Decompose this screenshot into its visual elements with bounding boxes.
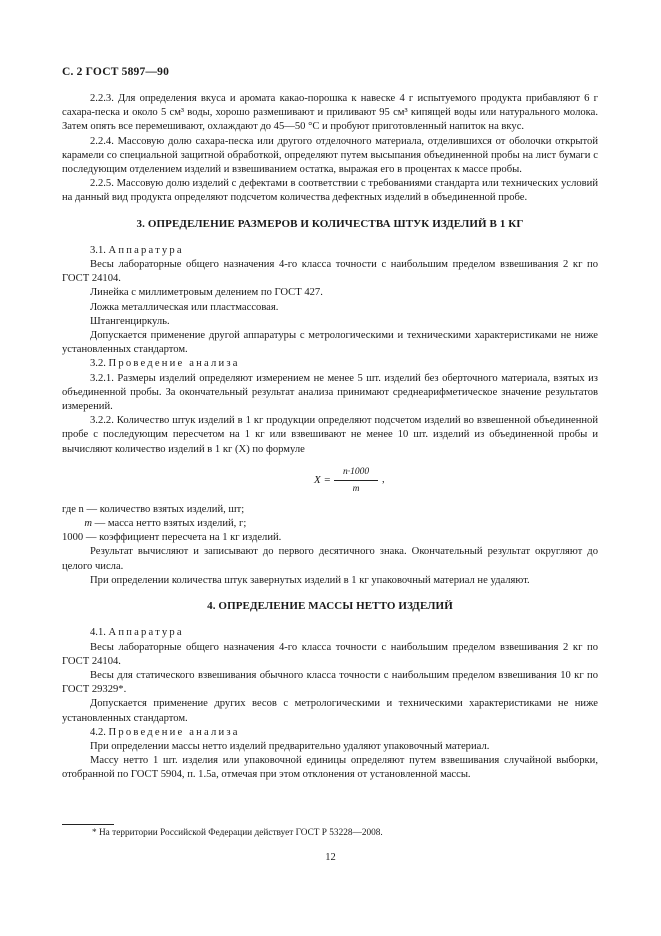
paragraph-3-2-1: 3.2.1. Размеры изделий определяют измерением не менее 5 шт. изделий без оберточного материала, взятых из объединенной пробы. За окончательный результат анализа принимают среднеарифметическое значение результатов измерений. [62, 372, 598, 413]
legend-text: — коэффициент пересчета на 1 кг изделий. [85, 532, 282, 544]
subsection-3-1-number: 3.1. [90, 244, 106, 256]
footnote: * На территории Российской Федерации действует ГОСТ Р 53228—2008. [92, 828, 383, 838]
subsection-4-2-word: Проведение анализа [108, 726, 240, 738]
paragraph-4-1-lab-scales: Весы лабораторные общего назначения 4-го класса точности с наибольшим пределом взвешивания 2 кг по ГОСТ 24104. [62, 641, 598, 667]
subsection-4-1-heading [62, 626, 598, 640]
legend-row [62, 517, 598, 531]
paragraph-2-2-5: 2.2.5. Массовую долю изделий с дефектами в соответствии с требованиями стандарта или технических условий на данный вид продукта определяют подсчетом количества дефектных изделий в объединенной пробе. [62, 178, 598, 204]
paragraph-3-1-caliper: Штангенциркуль. [90, 315, 170, 327]
paragraph-3-1-spoon: Ложка металлическая или пластмассовая. [90, 301, 279, 313]
subsection-3-2-word: Проведение анализа [108, 358, 240, 370]
legend-symbol: 1000 [62, 532, 84, 544]
paragraph-3-2-2: 3.2.2. Количество штук изделий в 1 кг продукции определяют подсчетом изделий во взвешенной объединенной пробе с последующим пересчетом на 1 кг или взвешивают не менее 10 шт. изделий из объединенной пробы и вычисляют количество изделий в 1 кг (X) по формуле [62, 415, 598, 455]
paragraph-4-2-remove: При определении массы нетто изделий предварительно удаляют упаковочный материал. [90, 740, 490, 752]
formula [62, 465, 598, 495]
paragraph-2-2-3: 2.2.3. Для определения вкуса и аромата какао-порошка к навеске 4 г испытуемого продукта прибавляют 6 г сахара-песка и около 5 см³ воды, хорошо размешивают и приливают 95 см³ кипящей воды или натурального молока. Затем опять все перемешивают, охлаждают до 45—50 °С и пробуют приготовленный напиток на вкус. [62, 93, 598, 133]
formula-lhs: X = [314, 473, 331, 486]
formula-fraction [334, 465, 378, 496]
legend-row [62, 531, 598, 545]
formula-comma: , [382, 473, 385, 485]
paragraph-4-2-weigh: Массу нетто 1 шт. изделия или упаковочной единицы определяют путем взвешивания случайной выборки, отобранной по ГОСТ 5904, п. 1.5а, отмечая при этом отклонения от установленной массы. [62, 755, 598, 781]
subsection-4-2-number: 4.2. [90, 726, 106, 738]
legend-text: — масса нетто взятых изделий, г; [94, 518, 247, 530]
legend-row [62, 503, 598, 517]
section-4-title: 4. ОПРЕДЕЛЕНИЕ МАССЫ НЕТТО ИЗДЕЛИЙ [207, 600, 453, 613]
page-content [62, 92, 598, 783]
paragraph-4-1-static-scales: Весы для статического взвешивания обычного класса точности с наибольшим пределом взвешивания 10 кг по ГОСТ 29329*. [62, 669, 598, 696]
subsection-3-2-number: 3.2. [90, 358, 106, 370]
page-header: С. 2 ГОСТ 5897—90 [62, 66, 170, 78]
subsection-3-1-heading [62, 244, 598, 258]
legend-text: — количество взятых изделий, шт; [86, 503, 245, 515]
subsection-4-2-heading [62, 726, 598, 740]
paragraph-3-1-allowed: Допускается применение другой аппаратуры с метрологическими и техническими характеристиками не ниже установленных стандартом. [62, 330, 598, 356]
formula-numerator: n·1000 [334, 465, 378, 481]
subsection-3-2-heading [62, 357, 598, 371]
footnote-rule [62, 824, 114, 825]
page-number: 12 [325, 852, 336, 863]
section-3-title: 3. ОПРЕДЕЛЕНИЕ РАЗМЕРОВ И КОЛИЧЕСТВА ШТУК ИЗДЕЛИЙ В 1 КГ [136, 217, 524, 230]
paragraph-3-wrapped: При определении количества штук завернутых изделий в 1 кг упаковочный материал не удаляют. [90, 574, 530, 586]
formula-legend [62, 503, 598, 546]
subsection-4-1-number: 4.1. [90, 627, 106, 639]
paragraph-3-1-ruler: Линейка с миллиметровым делением по ГОСТ 427. [90, 287, 323, 299]
legend-symbol: m [84, 518, 92, 530]
legend-symbol: где n [62, 503, 84, 515]
subsection-3-1-word: Аппаратура [108, 244, 184, 256]
paragraph-3-result: Результат вычисляют и записывают до первого десятичного знака. Окончательный результат округляют до целого числа. [62, 546, 598, 572]
paragraph-3-1-scales: Весы лабораторные общего назначения 4-го класса точности с наибольшим пределом взвешивания 2 кг по ГОСТ 24104. [62, 259, 598, 285]
paragraph-4-1-allowed: Допускается применение других весов с метрологическими и техническими характеристиками не ниже установленных стандартом. [62, 698, 598, 724]
paragraph-2-2-4: 2.2.4. Массовую долю сахара-песка или другого отделочного материала, отделившихся от оболочки открытой карамели со специальной защитной обработкой, определяют путем высыпания объединенной пробы на лист бумаги с последующим отделением изделий и взвешиванием остатка, выражая его в процентах к массе пробы. [62, 135, 598, 176]
formula-denominator: m [352, 484, 360, 495]
subsection-4-1-word: Аппаратура [108, 627, 184, 639]
